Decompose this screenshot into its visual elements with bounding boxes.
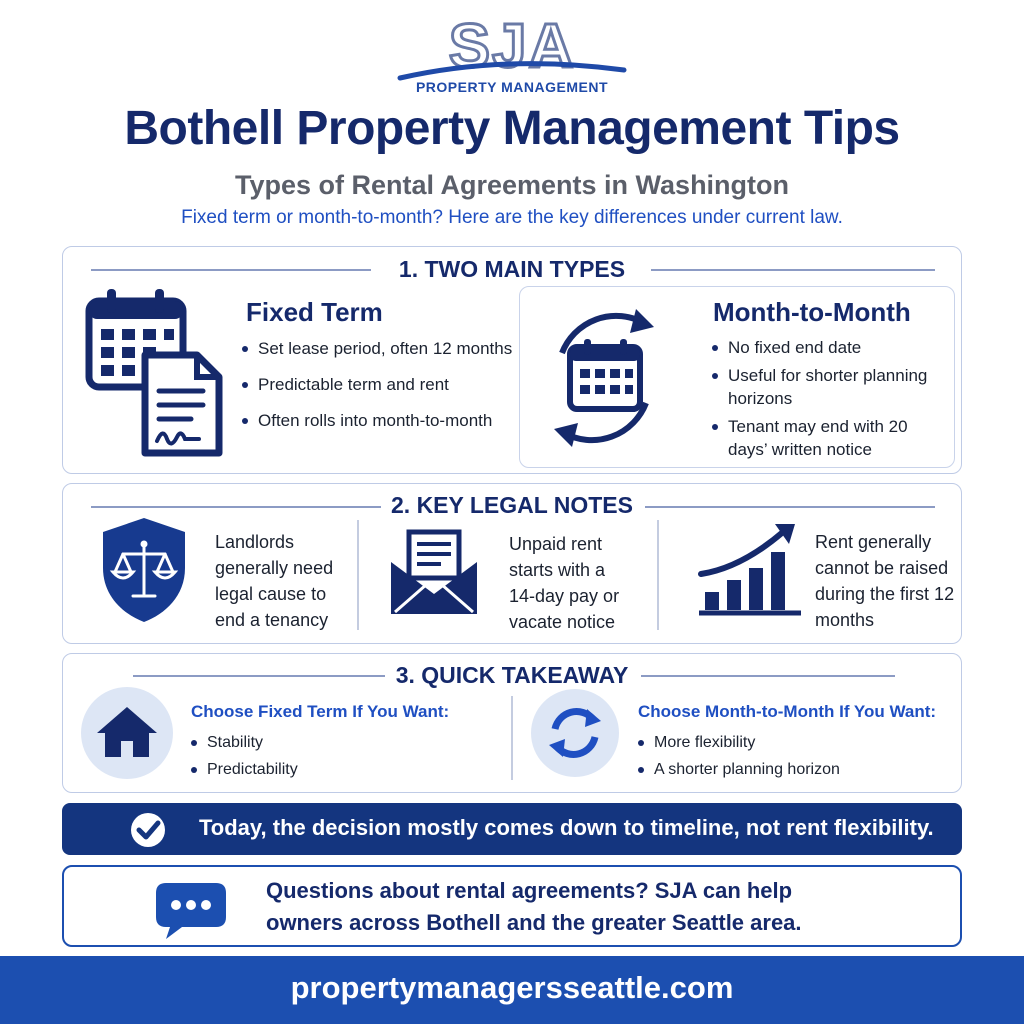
sja-logo	[0, 12, 1024, 96]
list-item: More flexibility	[636, 731, 936, 754]
website-link[interactable]: propertymanagersseattle.com	[290, 970, 734, 1005]
page-subtitle: Types of Rental Agreements in Washington	[234, 170, 790, 200]
envelope-icon	[387, 528, 481, 618]
footer-bar	[0, 956, 1024, 1024]
document-icon	[139, 351, 223, 457]
section-key-legal-notes	[62, 483, 962, 644]
shield-scale-icon	[99, 514, 189, 626]
column-divider	[511, 696, 513, 780]
list-item: No fixed end date	[710, 336, 940, 359]
cta-box	[62, 865, 962, 947]
page-title: Bothell Property Management Tips	[124, 102, 900, 155]
column-divider	[357, 520, 359, 630]
banner-text: Today, the decision mostly comes down to timeline, not rent flexibility.	[199, 815, 934, 840]
fixed-takeaway-list	[189, 731, 429, 781]
section-heading: 3. QUICK TAKEAWAY	[395, 662, 629, 688]
section-heading: 1. TWO MAIN TYPES	[398, 256, 626, 282]
logo-subtitle: PROPERTY MANAGEMENT	[415, 79, 609, 95]
month-to-month-card	[519, 286, 955, 468]
decision-banner	[62, 803, 962, 855]
logo-mark: SJA	[448, 12, 576, 81]
column-divider	[657, 520, 659, 630]
legal-note-cause: Landlords generally need legal cause to end a tenancy	[215, 532, 334, 630]
list-item: Often rolls into month-to-month	[240, 409, 570, 432]
house-icon	[81, 687, 173, 779]
list-item: Predictability	[189, 758, 429, 781]
legal-note-unpaid-rent: Unpaid rent starts with a 14-day pay or vacate notice	[509, 534, 620, 632]
cycle-calendar-icon	[540, 299, 668, 457]
list-item: Tenant may end with 20 days’ written notice	[710, 415, 940, 461]
fixed-term-title: Fixed Term	[246, 297, 383, 327]
monthly-takeaway-title: Choose Month-to-Month If You Want:	[638, 702, 937, 721]
list-item: A shorter planning horizon	[636, 758, 936, 781]
growth-chart-icon	[697, 522, 803, 618]
section-quick-takeaway	[62, 653, 962, 793]
section-heading: 2. KEY LEGAL NOTES	[391, 492, 633, 518]
legal-note-rent-increase: Rent generally cannot be raised during the first 12 months	[815, 532, 955, 630]
list-item: Predictable term and rent	[240, 373, 570, 396]
chat-bubble-icon	[152, 879, 230, 941]
month-to-month-title: Month-to-Month	[713, 297, 911, 327]
list-item: Set lease period, often 12 months	[240, 337, 570, 360]
month-to-month-list	[710, 336, 940, 461]
list-item: Stability	[189, 731, 429, 754]
page-tagline: Fixed term or month-to-month? Here are the key differences under current law.	[181, 207, 843, 228]
refresh-icon	[531, 689, 619, 777]
fixed-takeaway-title: Choose Fixed Term If You Want:	[191, 702, 450, 721]
monthly-takeaway-list	[636, 731, 936, 781]
section-two-main-types	[62, 246, 962, 474]
list-item: Useful for shorter planning horizons	[710, 364, 940, 410]
cta-text: Questions about rental agreements? SJA can help owners across Bothell and the greater Seattle area.	[266, 878, 802, 935]
checkmark-icon	[130, 812, 166, 848]
